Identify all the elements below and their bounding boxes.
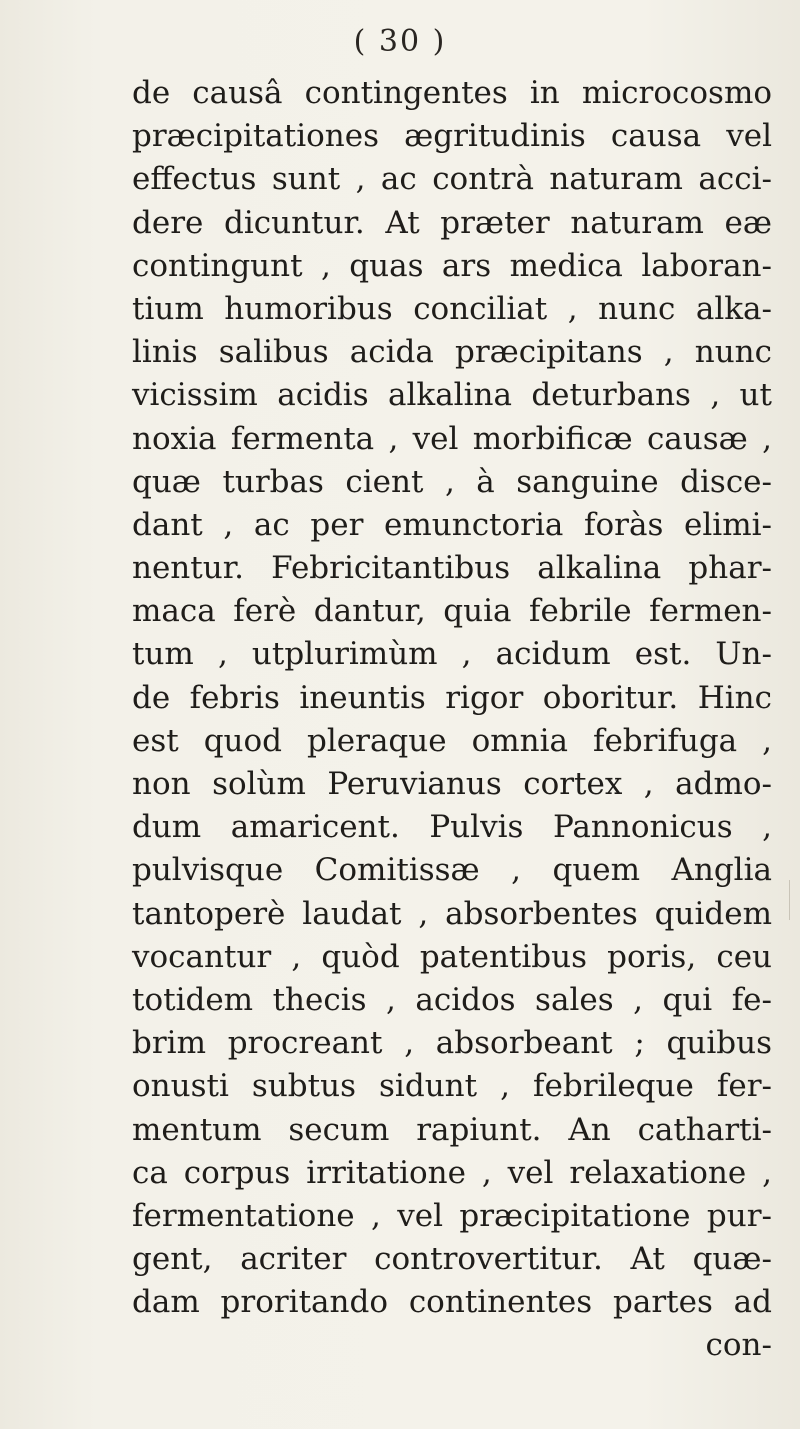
text-line: onusti subtus sidunt , febrileque fer- [132, 1068, 772, 1105]
body-text [132, 72, 772, 1368]
text-line: linis salibus acida præcipitans , nunc [132, 334, 772, 371]
text-line: de febris ineuntis rigor oboritur. Hinc [132, 679, 772, 716]
text-line: dum amaricent. Pulvis Pannonicus , [132, 809, 772, 846]
text-line: tum , utplurimùm , acidum est. Un- [132, 636, 772, 673]
text-line: non solùm Peruvianus cortex , admo- [132, 766, 772, 802]
text-line: gent, acriter controvertitur. At quæ- [132, 1241, 772, 1278]
text-line: tantoperè laudat , absorbentes quidem [132, 895, 772, 932]
text-line: est quod pleraque omnia febrifuga , [132, 722, 772, 759]
text-line: pulvisque Comitissæ , quem Anglia [132, 852, 772, 889]
text-line: nentur. Febricitantibus alkalina phar- [132, 550, 772, 587]
text-line: contingunt , quas ars medica laboran- [132, 247, 772, 284]
text-line: vicissim acidis alkalina deturbans , ut [132, 377, 772, 414]
catchword: con- [705, 1327, 772, 1364]
text-line: de causâ contingentes in microcosmo [132, 75, 772, 111]
text-line: tium humoribus conciliat , nunc alka- [132, 290, 772, 327]
text-line: totidem thecis , acidos sales , qui fe- [132, 981, 772, 1018]
text-line: dere dicuntur. At præter naturam eæ [132, 204, 772, 241]
text-line: ca corpus irritatione , vel relaxatione , [132, 1154, 772, 1191]
text-line: mentum secum rapiunt. An catharti- [132, 1111, 772, 1148]
text-line: præcipitationes ægritudinis causa vel [132, 118, 772, 155]
text-line: brim procreant , absorbeant ; quibus [132, 1025, 772, 1062]
paper-edge-mark [789, 880, 790, 920]
text-line: noxia fermenta , vel morbificæ causæ , [132, 420, 772, 457]
text-line: quæ turbas cient , à sanguine disce- [132, 463, 772, 500]
text-line: dam proritando continentes partes ad [132, 1284, 772, 1321]
page-number: ( 30 ) [353, 24, 447, 59]
text-line: dant , ac per emunctoria foràs elimi- [132, 506, 772, 543]
text-line: maca ferè dantur, quia febrile fermen- [132, 593, 772, 630]
text-line: vocantur , quòd patentibus poris, ceu [132, 938, 772, 975]
text-line: effectus sunt , ac contrà naturam acci- [132, 161, 772, 198]
text-line: fermentatione , vel præcipitatione pur- [132, 1197, 772, 1234]
